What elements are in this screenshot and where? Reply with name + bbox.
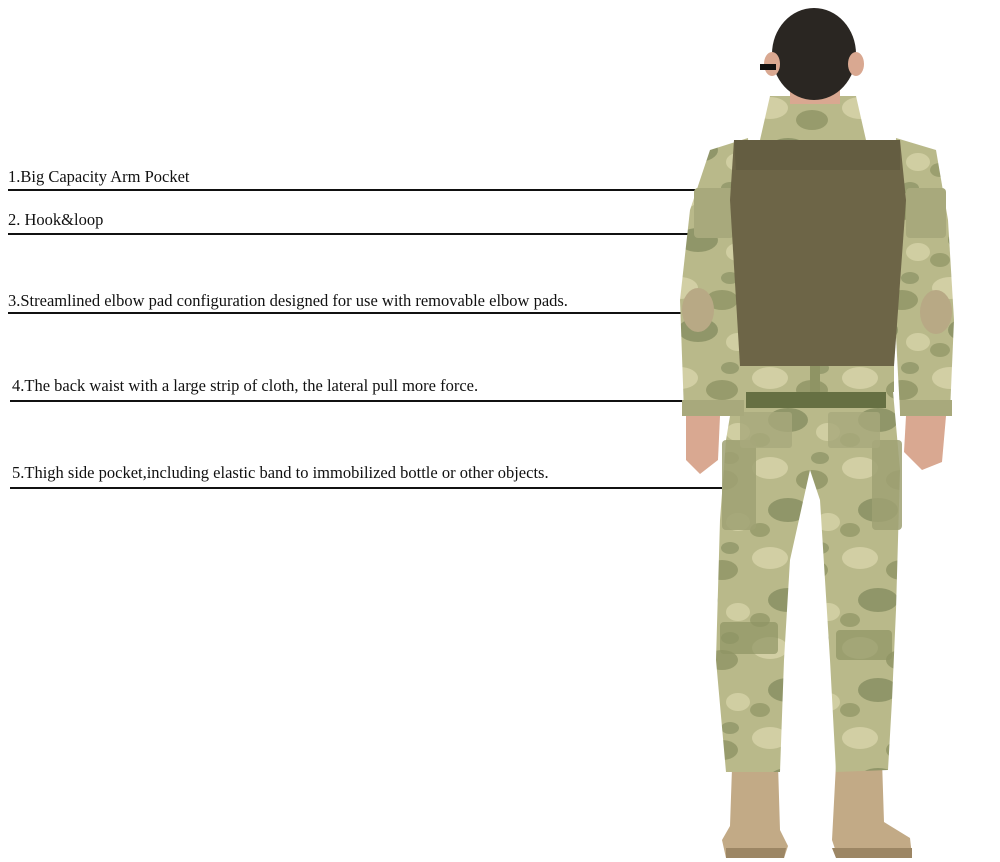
leader-line (10, 487, 722, 489)
leader-line (8, 233, 691, 235)
boots (722, 760, 912, 858)
shirt-torso (730, 140, 906, 366)
callout-label: 5.Thigh side pocket,including elastic band to immobilized bottle or other objects. (12, 463, 549, 482)
soldier-figure-illustration (660, 0, 1000, 862)
callout-label: 1.Big Capacity Arm Pocket (8, 167, 190, 186)
callout-label: 2. Hook&loop (8, 210, 104, 229)
waist-band (732, 362, 894, 408)
leader-line (8, 189, 708, 191)
trousers (716, 380, 902, 772)
head (760, 8, 864, 104)
callout-label: 4.The back waist with a large strip of cloth, the lateral pull more force. (12, 376, 479, 395)
callout-label: 3.Streamlined elbow pad configuration designed for use with removable elbow pads. (8, 291, 568, 310)
leader-line (8, 312, 685, 314)
